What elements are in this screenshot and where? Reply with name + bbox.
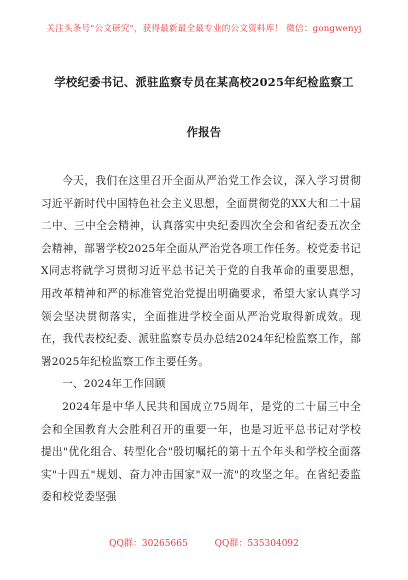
document-title-line-1: 学校纪委书记、派驻监察专员在某高校2025年纪检监察工 — [54, 75, 354, 89]
section-heading: 一、2024年工作回顾 — [62, 378, 166, 391]
document-title-line-2: 作报告 — [186, 125, 222, 139]
header-note: 关注头条号"公文研究"，获得最新最全最专业的公文资料库！ 微信：gongwenyj — [46, 24, 362, 34]
footer-qq-group-2: QQ群：535304092 — [214, 539, 299, 549]
body-paragraph: 今天，我们在这里召开全面从严治党工作会议，深入学习贯彻习近平新时代中国特色社会主义思想，全面贯彻党的XX大和二十届二中、三中全会精神，认真落实中央纪委四次全会和省纪委五次全会精神，部署学校2025年全面从严治党各项工作任务。校党委书记X同志将就学习贯彻习近平总书记关于党的自我革命的重要思想，用改革精神和严的标准管党治党提出明确要求，希望大家认真学习领会坚决贯彻落实，全面推进学校全面从严治党取得新成效。现在，我代表校纪委、派驻监察专员办总结2024年纪检监察工作，部署2025年纪检监察工作主要任务。 — [41, 175, 361, 368]
body-paragraph: 2024年是中华人民共和国成立75周年，是党的二十届三中全会和全国教育大会胜利召开的重要一年，也是习近平总书记对学校提出"优化组合、转型化合"殷切嘱托的第十五个年头和学校全面落实"十四五"规划、奋力冲击国家"双一流"的攻坚之年。在省纪委监委和校党委坚强 — [41, 400, 361, 504]
document-body — [41, 170, 361, 509]
footer-qq-groups — [0, 536, 408, 549]
footer-qq-group-1: QQ群：30265665 — [109, 539, 188, 549]
